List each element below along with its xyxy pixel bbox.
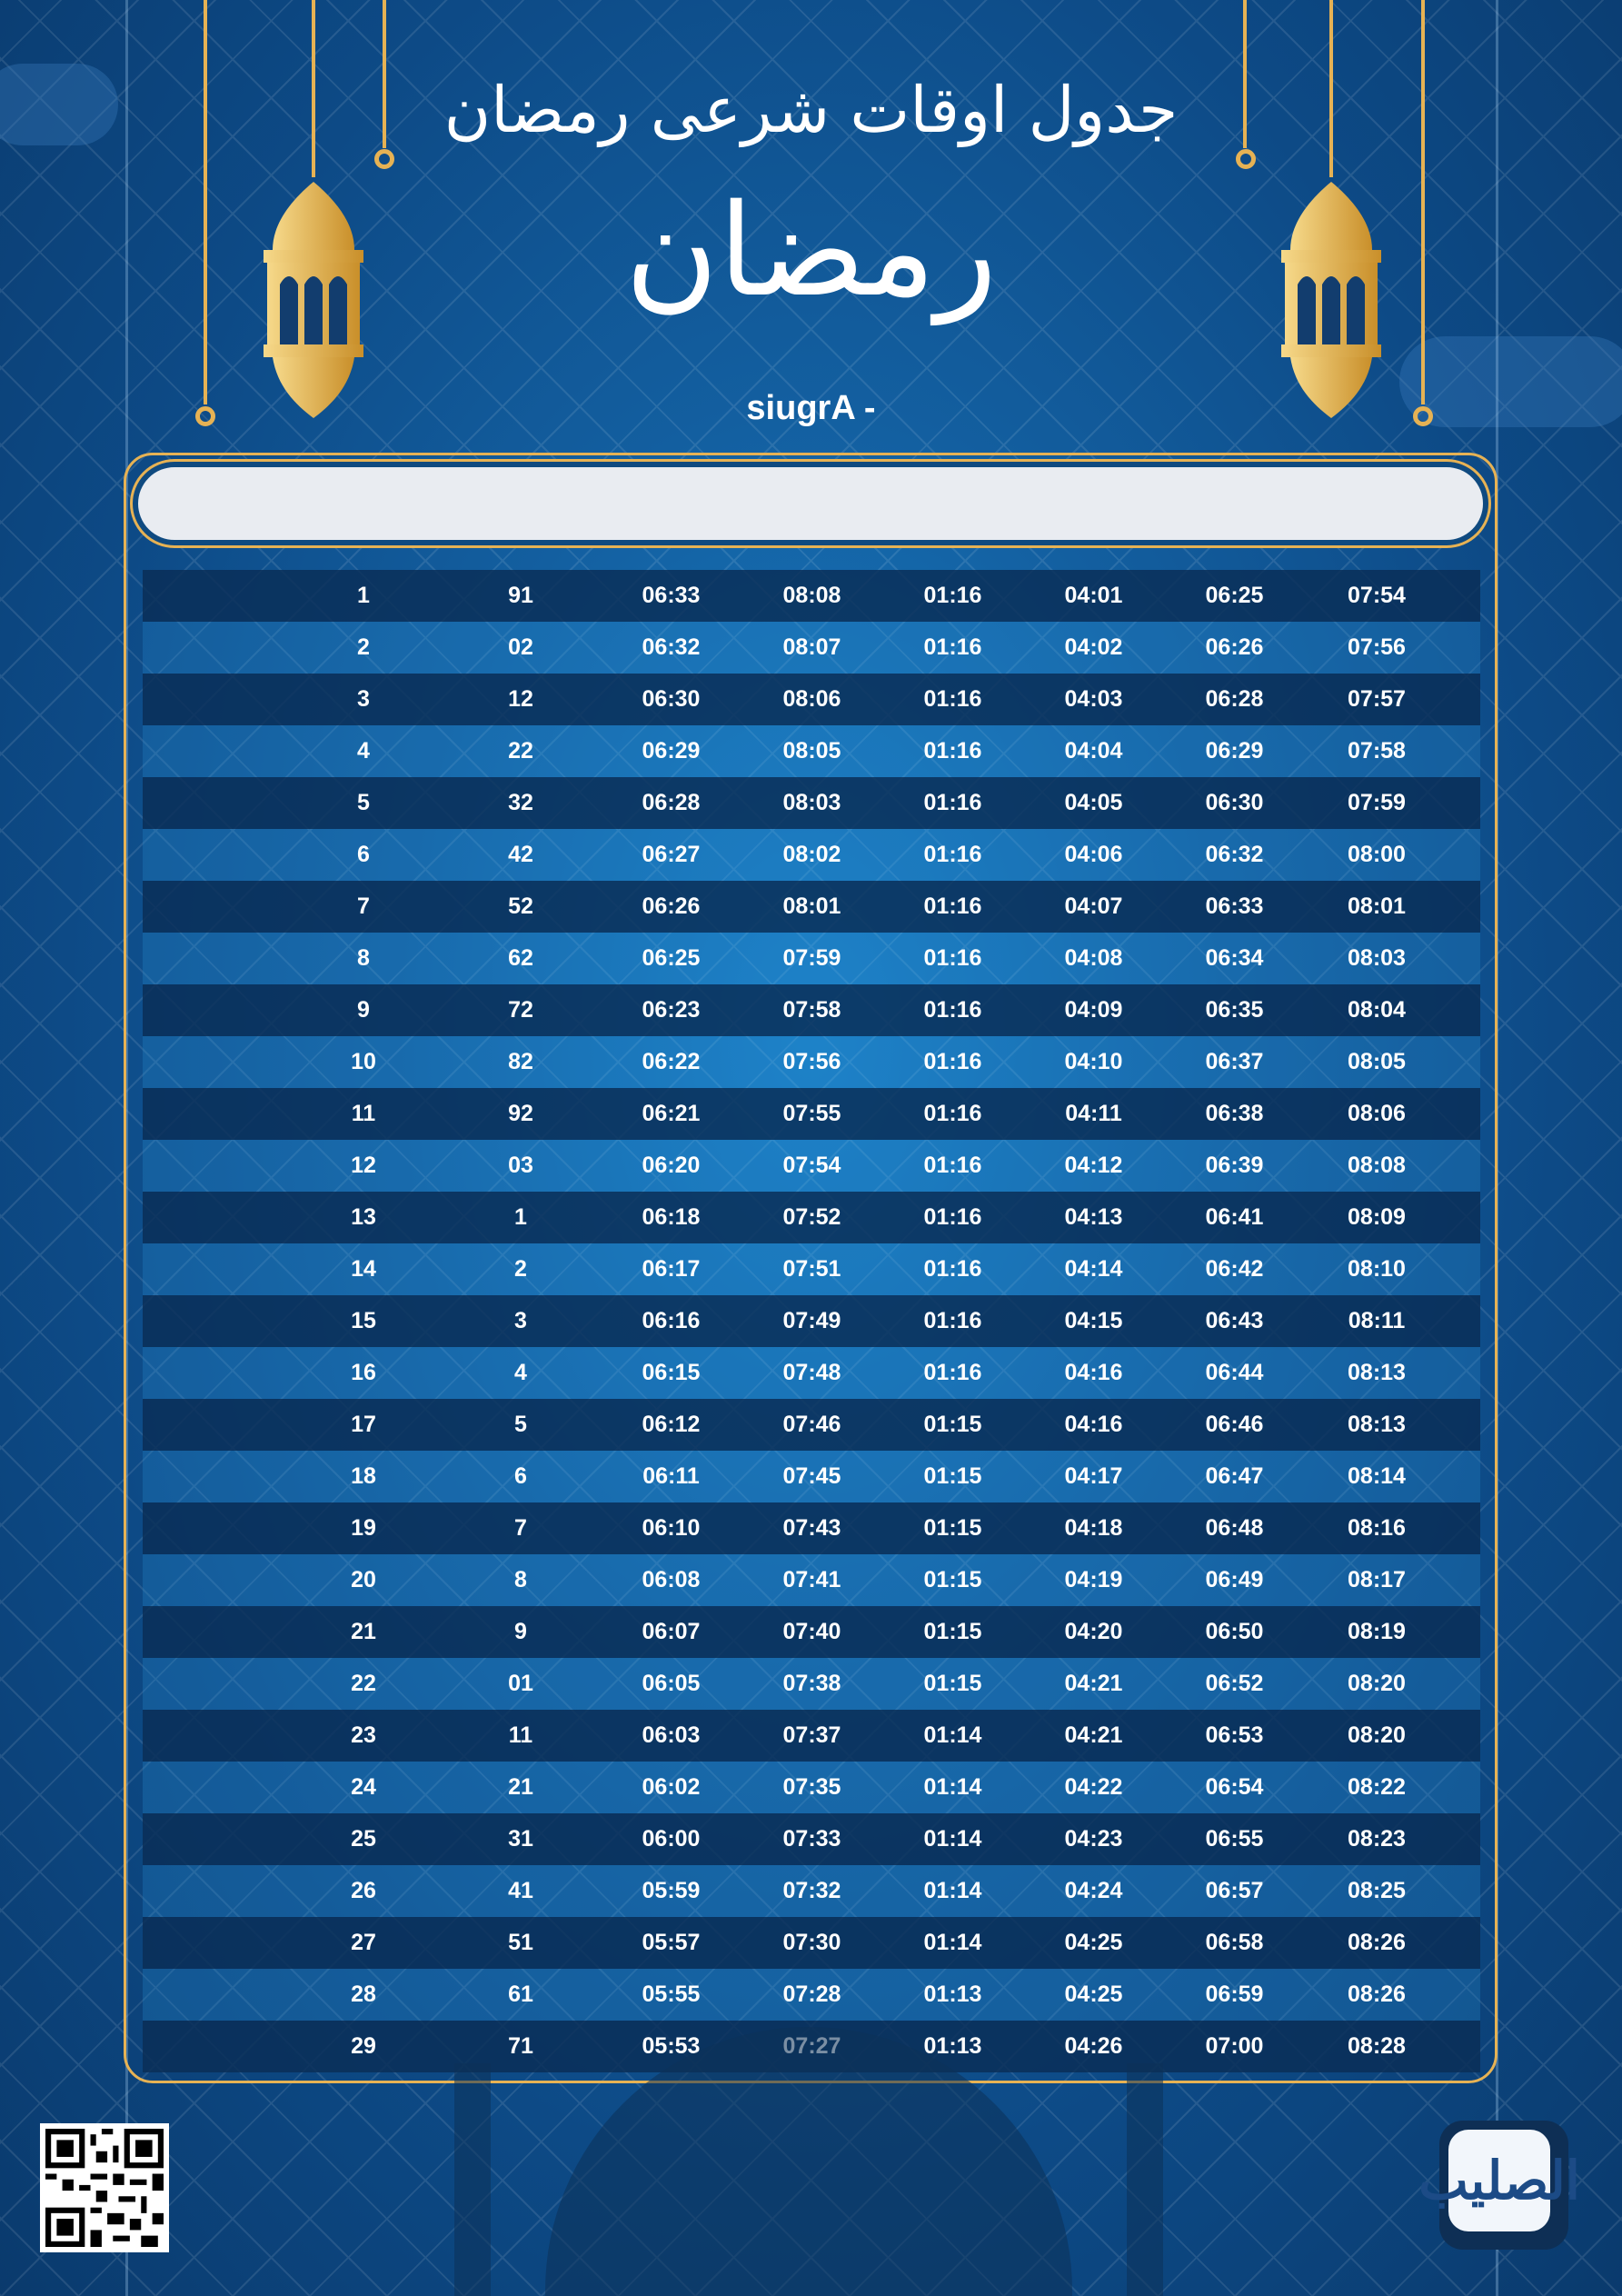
table-cell: 5 [514,1412,527,1437]
table-cell: 04:02 [1064,634,1123,660]
table-cell: 07:48 [782,1360,841,1385]
table-cell: 1 [514,1204,527,1230]
table-row [143,1710,1480,1762]
table-cell: 06:53 [1205,1722,1264,1748]
table-cell: 04:25 [1064,1930,1123,1955]
table-cell: 01:15 [923,1515,982,1541]
table-cell: 06:39 [1205,1153,1264,1178]
table-cell: 04:16 [1064,1360,1123,1385]
table-cell: 06:33 [1205,893,1264,919]
table-cell: 06:35 [1205,997,1264,1023]
table-cell: 04:26 [1064,2033,1123,2059]
table-cell: 7 [357,893,370,919]
table-cell: 06:23 [642,997,701,1023]
table-cell: 04:14 [1064,1256,1123,1282]
table-cell: 21 [508,1774,533,1800]
logo-mark: الصليب [1448,2130,1550,2231]
table-cell: 14 [351,1256,376,1282]
table-cell: 32 [508,790,533,815]
table-row [143,1658,1480,1710]
table-cell: 01:16 [923,1049,982,1074]
table-cell: 06:29 [1205,738,1264,764]
table-cell: 26 [351,1878,376,1903]
table-cell: 01:14 [923,1878,982,1903]
table-row [143,1865,1480,1917]
table-cell: 06:21 [642,1101,701,1126]
table-cell: 08:19 [1348,1619,1406,1644]
table-row [143,1762,1480,1813]
table-row [143,1347,1480,1399]
table-cell: 41 [508,1878,533,1903]
table-cell: 9 [514,1619,527,1644]
table-cell: 4 [357,738,370,764]
table-cell: 08:01 [1348,893,1406,919]
table-cell: 08:23 [1348,1826,1406,1852]
table-cell: 31 [508,1826,533,1852]
table-cell: 06:28 [1205,686,1264,712]
table-row [143,1295,1480,1347]
table-cell: 08:04 [1348,997,1406,1023]
table-cell: 72 [508,997,533,1023]
table-cell: 06:18 [642,1204,701,1230]
mosque-minaret [454,2063,491,2296]
table-cell: 05:55 [642,1982,701,2007]
table-cell: 08:17 [1348,1567,1406,1592]
table-cell: 2 [357,634,370,660]
table-cell: 06:15 [642,1360,701,1385]
table-cell: 06:59 [1205,1982,1264,2007]
table-cell: 06:27 [642,842,701,867]
table-cell: 08:07 [782,634,841,660]
table-cell: 06:10 [642,1515,701,1541]
table-row [143,622,1480,674]
table-cell: 29 [351,2033,376,2059]
table-cell: 18 [351,1463,376,1489]
table-cell: 2 [514,1256,527,1282]
table-cell: 08:13 [1348,1412,1406,1437]
table-cell: 91 [508,583,533,608]
table-cell: 07:33 [782,1826,841,1852]
table-cell: 07:54 [782,1153,841,1178]
table-cell: 62 [508,945,533,971]
table-cell: 04:12 [1064,1153,1123,1178]
table-body [143,570,1480,2072]
table-cell: 06:28 [642,790,701,815]
table-cell: 07:38 [782,1671,841,1696]
table-cell: 06:22 [642,1049,701,1074]
table-cell: 04:21 [1064,1671,1123,1696]
table-cell: 51 [508,1930,533,1955]
table-row [143,777,1480,829]
table-cell: 17 [351,1412,376,1437]
table-cell: 10 [351,1049,376,1074]
table-cell: 01:16 [923,1256,982,1282]
table-cell: 06:20 [642,1153,701,1178]
table-cell: 06:55 [1205,1826,1264,1852]
table-cell: 06:05 [642,1671,701,1696]
qr-code-icon[interactable] [40,2123,169,2252]
table-cell: 04:20 [1064,1619,1123,1644]
table-cell: 01:16 [923,790,982,815]
table-cell: 01:15 [923,1567,982,1592]
table-cell: 04:25 [1064,1982,1123,2007]
table-cell: 01:15 [923,1463,982,1489]
table-cell: 08:03 [1348,945,1406,971]
table-cell: 08:10 [1348,1256,1406,1282]
table-row [143,984,1480,1036]
table-cell: 01:13 [923,1982,982,2007]
table-cell: 07:41 [782,1567,841,1592]
table-cell: 06:54 [1205,1774,1264,1800]
table-cell: 06:41 [1205,1204,1264,1230]
table-cell: 07:37 [782,1722,841,1748]
table-cell: 20 [351,1567,376,1592]
table-cell: 08:05 [782,738,841,764]
table-cell: 04:22 [1064,1774,1123,1800]
table-cell: 07:32 [782,1878,841,1903]
table-cell: 04:08 [1064,945,1123,971]
table-cell: 04:19 [1064,1567,1123,1592]
table-cell: 01:13 [923,2033,982,2059]
table-cell: 01:16 [923,945,982,971]
table-row [143,1399,1480,1451]
table-cell: 06:26 [642,893,701,919]
table-cell: 06:58 [1205,1930,1264,1955]
table-cell: 13 [351,1204,376,1230]
table-cell: 12 [351,1153,376,1178]
table-cell: 07:56 [782,1049,841,1074]
table-cell: 08:11 [1348,1308,1406,1333]
table-cell: 06:30 [642,686,701,712]
table-cell: 01:16 [923,1360,982,1385]
table-cell: 07:30 [782,1930,841,1955]
table-row [143,1554,1480,1606]
table-cell: 01:16 [923,842,982,867]
table-cell: 07:00 [1205,2033,1264,2059]
table-cell: 07:59 [782,945,841,971]
table-row [143,829,1480,881]
month-line: siugrA - [746,389,876,427]
table-row [143,1813,1480,1865]
table-cell: 61 [508,1982,533,2007]
table-row [143,1606,1480,1658]
table-cell: 05:59 [642,1878,701,1903]
table-cell: 8 [514,1567,527,1592]
table-cell: 06:38 [1205,1101,1264,1126]
table-cell: 08:26 [1348,1930,1406,1955]
table-row [143,1917,1480,1969]
table-row [143,674,1480,725]
table-cell: 06:25 [642,945,701,971]
table-cell: 04:13 [1064,1204,1123,1230]
table-cell: 01:15 [923,1619,982,1644]
table-row [143,1969,1480,2021]
table-cell: 06:25 [1205,583,1264,608]
table-cell: 04:10 [1064,1049,1123,1074]
table-cell: 06:32 [1205,842,1264,867]
table-cell: 16 [351,1360,376,1385]
table-cell: 01:16 [923,686,982,712]
table-cell: 24 [351,1774,376,1800]
table-cell: 07:54 [1348,583,1406,608]
table-cell: 06:52 [1205,1671,1264,1696]
table-cell: 05:53 [642,2033,701,2059]
table-cell: 06:33 [642,583,701,608]
table-row [143,1243,1480,1295]
table-cell: 08:02 [782,842,841,867]
table-cell: 04:23 [1064,1826,1123,1852]
table-cell: 06:57 [1205,1878,1264,1903]
table-cell: 03 [508,1153,533,1178]
table-cell: 06:48 [1205,1515,1264,1541]
table-cell: 92 [508,1101,533,1126]
table-cell: 01:16 [923,997,982,1023]
table-cell: 52 [508,893,533,919]
table-cell: 04:18 [1064,1515,1123,1541]
table-cell: 06:26 [1205,634,1264,660]
table-cell: 04:09 [1064,997,1123,1023]
table-cell: 07:46 [782,1412,841,1437]
table-cell: 06:08 [642,1567,701,1592]
table-cell: 06:16 [642,1308,701,1333]
table-row [143,1192,1480,1243]
table-cell: 07:58 [782,997,841,1023]
table-cell: 06:32 [642,634,701,660]
table-cell: 15 [351,1308,376,1333]
table-cell: 05:57 [642,1930,701,1955]
table-cell: 06:46 [1205,1412,1264,1437]
table-cell: 06:47 [1205,1463,1264,1489]
table-cell: 1 [357,583,370,608]
table-cell: 04:21 [1064,1722,1123,1748]
table-cell: 04:24 [1064,1878,1123,1903]
table-cell: 07:56 [1348,634,1406,660]
table-cell: 06:43 [1205,1308,1264,1333]
table-cell: 08:26 [1348,1982,1406,2007]
table-cell: 04:17 [1064,1463,1123,1489]
table-cell: 08:16 [1348,1515,1406,1541]
table-cell: 06:44 [1205,1360,1264,1385]
table-cell: 07:59 [1348,790,1406,815]
table-cell: 01:16 [923,893,982,919]
table-cell: 82 [508,1049,533,1074]
table-cell: 08:20 [1348,1722,1406,1748]
table-cell: 08:08 [1348,1153,1406,1178]
table-cell: 08:20 [1348,1671,1406,1696]
table-row [143,1088,1480,1140]
table-cell: 27 [351,1930,376,1955]
string-ring [374,149,394,169]
table-cell: 11 [351,1101,376,1126]
table-cell: 71 [508,2033,533,2059]
table-cell: 08:09 [1348,1204,1406,1230]
table-cell: 07:28 [782,1982,841,2007]
table-cell: 04:16 [1064,1412,1123,1437]
table-cell: 08:05 [1348,1049,1406,1074]
table-cell: 07:57 [1348,686,1406,712]
table-cell: 06:00 [642,1826,701,1852]
table-cell: 07:55 [782,1101,841,1126]
table-cell: 01 [508,1671,533,1696]
mosque-minaret [1127,2063,1163,2296]
table-cell: 08:06 [1348,1101,1406,1126]
table-cell: 01:16 [923,1308,982,1333]
table-cell: 07:43 [782,1515,841,1541]
table-cell: 3 [514,1308,527,1333]
table-cell: 07:45 [782,1463,841,1489]
table-cell: 19 [351,1515,376,1541]
table-cell: 6 [357,842,370,867]
table-row [143,1451,1480,1502]
table-cell: 42 [508,842,533,867]
table-cell: 23 [351,1722,376,1748]
table-cell: 08:03 [782,790,841,815]
table-cell: 04:06 [1064,842,1123,867]
table-cell: 01:14 [923,1774,982,1800]
table-cell: 07:52 [782,1204,841,1230]
table-cell: 6 [514,1463,527,1489]
table-cell: 04:05 [1064,790,1123,815]
table-cell: 01:16 [923,1101,982,1126]
table-cell: 01:14 [923,1930,982,1955]
table-row [143,1140,1480,1192]
table-cell: 9 [357,997,370,1023]
poster-title: جدول اوقات شرعی رمضان [443,73,1179,147]
table-cell: 08:25 [1348,1878,1406,1903]
table-cell: 07:35 [782,1774,841,1800]
table-cell: 04:03 [1064,686,1123,712]
table-cell: 06:17 [642,1256,701,1282]
table-cell: 08:14 [1348,1463,1406,1489]
table-cell: 01:14 [923,1722,982,1748]
table-cell: 01:16 [923,1204,982,1230]
table-row [143,1036,1480,1088]
table-cell: 07:49 [782,1308,841,1333]
table-cell: 06:42 [1205,1256,1264,1282]
table-cell: 07:58 [1348,738,1406,764]
table-cell: 01:16 [923,634,982,660]
table-cell: 01:14 [923,1826,982,1852]
brand-logo[interactable] [1418,2121,1580,2250]
table-cell: 04:11 [1065,1101,1122,1126]
table-cell: 06:11 [642,1463,700,1489]
table-cell: 22 [351,1671,376,1696]
table-row [143,1502,1480,1554]
table-cell: 06:03 [642,1722,701,1748]
table-cell: 02 [508,634,533,660]
table-cell: 04:01 [1064,583,1123,608]
table-cell: 01:16 [923,583,982,608]
table-cell: 06:12 [642,1412,701,1437]
table-header [133,462,1488,545]
table-cell: 06:02 [642,1774,701,1800]
table-cell: 08:01 [782,893,841,919]
table-cell: 01:16 [923,738,982,764]
table-cell: 07:40 [782,1619,841,1644]
table-cell: 06:50 [1205,1619,1264,1644]
table-cell: 06:49 [1205,1567,1264,1592]
table-cell: 01:16 [923,1153,982,1178]
table-cell: 04:15 [1064,1308,1123,1333]
table-cell: 08:00 [1348,842,1406,867]
poster-big-title: رمضان [624,177,998,325]
table-cell: 7 [514,1515,527,1541]
table-cell: 07:51 [782,1256,841,1282]
table-row [143,881,1480,933]
table-cell: 11 [508,1722,533,1748]
table-cell: 12 [508,686,533,712]
table-row [143,570,1480,622]
table-cell: 25 [351,1826,376,1852]
table-cell: 3 [357,686,370,712]
table-cell: 4 [514,1360,527,1385]
table-row [143,933,1480,984]
table-cell: 21 [351,1619,376,1644]
table-cell: 06:34 [1205,945,1264,971]
table-row [143,725,1480,777]
table-cell: 08:13 [1348,1360,1406,1385]
table-cell: 08:08 [782,583,841,608]
table-cell: 08:22 [1348,1774,1406,1800]
table-cell: 06:30 [1205,790,1264,815]
table-cell: 08:28 [1348,2033,1406,2059]
table-cell: 04:04 [1064,738,1123,764]
string-ring [1236,149,1256,169]
table-cell: 08:06 [782,686,841,712]
table-cell: 06:37 [1205,1049,1264,1074]
table-cell: 22 [508,738,533,764]
table-cell: 01:15 [923,1412,982,1437]
table-cell: 01:15 [923,1671,982,1696]
table-cell: 28 [351,1982,376,2007]
table-cell: 5 [357,790,370,815]
table-cell: 04:07 [1064,893,1123,919]
table-cell: 06:29 [642,738,701,764]
table-cell: 8 [357,945,370,971]
table-cell: 06:07 [642,1619,701,1644]
